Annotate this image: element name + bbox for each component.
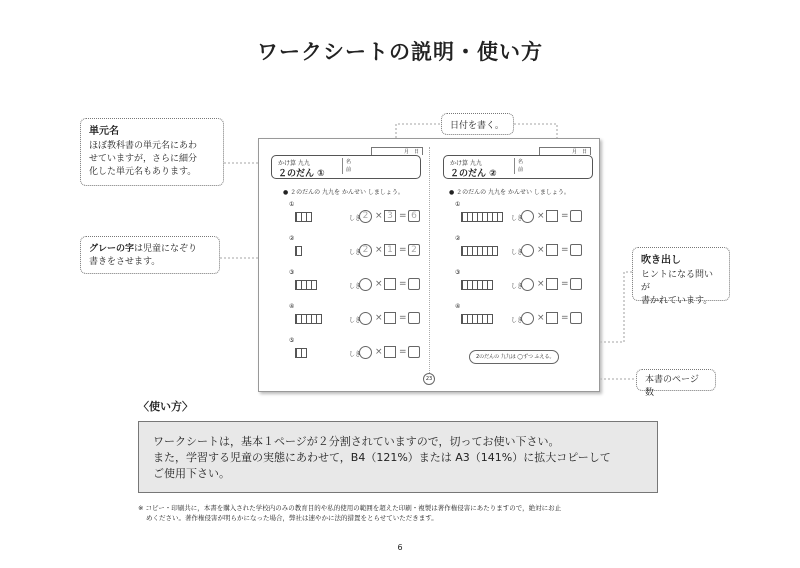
array-grid	[461, 212, 503, 222]
multiplier-box	[546, 210, 558, 222]
times-sign: ×	[375, 279, 383, 289]
usage-heading: 〈使い方〉	[138, 400, 193, 413]
copyright-note-line-1: ※ コピー・印刷共に，本書を購入された学校内のみの教育目的や私的使用の範囲を超えた印刷・複製は著作権侵害にあたりますので，絶対にお止	[138, 504, 562, 512]
array-grid	[461, 280, 493, 290]
shiki-label: しき	[511, 283, 524, 290]
worksheet-left-row-1	[289, 201, 439, 231]
row-number: ③	[289, 269, 295, 276]
times-sign: ×	[375, 211, 383, 221]
worksheet-left-title: ２のだん ①	[278, 169, 325, 179]
array-grid	[295, 348, 307, 358]
shiki-label: しき	[511, 215, 524, 222]
multiplier-box: 3	[384, 210, 396, 222]
array-grid	[461, 246, 498, 256]
row-number: ③	[455, 269, 461, 276]
worksheet-right-title: ２のだん ②	[450, 169, 497, 179]
shiki-label: しき	[349, 215, 362, 222]
worksheet-left-header	[271, 155, 421, 179]
worksheet-left-row-2	[289, 235, 439, 265]
shiki-label: しき	[511, 317, 524, 324]
times-sign: ×	[537, 313, 545, 323]
times-sign: ×	[537, 279, 545, 289]
worksheet-right-datebox: 月 日	[539, 147, 591, 155]
shiki-label: しき	[349, 317, 362, 324]
answer-box	[570, 210, 582, 222]
multiplier-box	[546, 244, 558, 256]
row-number: ①	[289, 201, 295, 208]
multiplier-box	[546, 312, 558, 324]
worksheet-right-row-4	[455, 303, 605, 333]
name-label: 名	[346, 159, 352, 165]
callout-unit-name-heading: 単元名	[89, 126, 119, 137]
shiki-label: しき	[511, 249, 524, 256]
shiki-label: しき	[349, 249, 362, 256]
array-grid	[295, 246, 302, 256]
multiplicand-circle	[521, 210, 534, 223]
worksheet-left-row-3	[289, 269, 439, 299]
usage-box	[138, 421, 658, 493]
callout-unit-name-line-3: 化した単元名もあります。	[89, 167, 197, 177]
worksheet-left-datebox: 月 日	[371, 147, 423, 155]
worksheet-left-row-4	[289, 303, 439, 333]
usage-line-1: ワークシートは，基本１ページが２分割されていますので，切ってお使い下さい。	[153, 435, 560, 448]
worksheet-right-name-field	[514, 158, 588, 174]
equals-sign: =	[561, 279, 569, 289]
answer-box	[408, 346, 420, 358]
callout-date-label: 日付を書く。	[450, 121, 504, 131]
worksheet-right-instruction: ● ２のだんの 九九を かんせい しましょう。	[449, 189, 570, 196]
answer-box	[570, 244, 582, 256]
equals-sign: =	[561, 245, 569, 255]
times-sign: ×	[537, 211, 545, 221]
multiplicand-circle: 2	[359, 244, 372, 257]
worksheet-left-name-field	[342, 158, 416, 174]
callout-unit-name-line-2: せていますが，さらに細分	[89, 154, 198, 164]
callout-speech-bubble-heading: 吹き出し	[641, 255, 681, 266]
copyright-note-line-2: めください。著作権侵害が明らかになった場合，弊社は速やかに法的措置をとらせていただきます。	[146, 514, 438, 522]
answer-box	[570, 278, 582, 290]
row-number: ②	[455, 235, 461, 242]
multiplicand-circle	[359, 278, 372, 291]
callout-gray-letters-suffix: は児童になぞり	[134, 244, 198, 254]
multiplicand-circle	[521, 312, 534, 325]
equals-sign: =	[399, 279, 407, 289]
equals-sign: =	[399, 211, 407, 221]
multiplier-box	[546, 278, 558, 290]
worksheet-right-header	[443, 155, 593, 179]
times-sign: ×	[375, 347, 383, 357]
array-grid	[295, 212, 312, 222]
equals-sign: =	[399, 245, 407, 255]
callout-gray-letters-line-2: 書きをさせます。	[89, 257, 161, 267]
callout-speech-bubble-line-2: 書かれています。	[641, 296, 713, 306]
name-label: 名	[518, 159, 524, 165]
times-sign: ×	[537, 245, 545, 255]
row-number: ④	[289, 303, 295, 310]
equals-sign: =	[561, 313, 569, 323]
callout-speech-bubble	[632, 247, 730, 306]
callout-gray-letters	[80, 236, 220, 274]
worksheet-right-row-3	[455, 269, 605, 299]
callout-unit-name-line-1: ほぼ教科書の単元名にあわ	[89, 141, 198, 151]
multiplicand-circle: 2	[359, 210, 372, 223]
callout-unit-name	[80, 118, 224, 186]
equals-sign: =	[399, 313, 407, 323]
multiplier-box	[384, 278, 396, 290]
multiplier-box	[384, 312, 396, 324]
shiki-label: しき	[349, 351, 362, 358]
callout-page-count-label: 本書のページ数	[645, 375, 699, 398]
page-number: 6	[397, 543, 403, 552]
shiki-label: しき	[349, 283, 362, 290]
worksheet-hint-bubble: 2のだんの 九九は ◯ずつ ふえる。	[469, 350, 559, 364]
answer-box	[570, 312, 582, 324]
worksheet-left-instruction: ● ２のだんの 九九を かんせい しましょう。	[283, 189, 404, 196]
usage-line-3: ご使用下さい。	[153, 467, 230, 480]
worksheet-left-row-5	[289, 337, 439, 367]
array-grid	[295, 280, 317, 290]
equals-sign: =	[561, 211, 569, 221]
worksheet-right-row-1	[455, 201, 605, 231]
worksheet-left-subject: かけ算 九九	[278, 160, 310, 167]
multiplicand-circle	[521, 278, 534, 291]
array-grid	[461, 314, 493, 324]
callout-page-count	[636, 369, 716, 398]
multiplicand-circle	[521, 244, 534, 257]
equals-sign: =	[399, 347, 407, 357]
multiplicand-circle	[359, 312, 372, 325]
page-title: ワークシートの説明・使い方	[257, 40, 543, 64]
row-number: ②	[289, 235, 295, 242]
multiplier-box: 1	[384, 244, 396, 256]
answer-box: 2	[408, 244, 420, 256]
row-number: ①	[455, 201, 461, 208]
callout-gray-letters-heading: グレーの字	[89, 244, 135, 254]
name-label: 前	[346, 167, 352, 173]
row-number: ⑤	[289, 337, 295, 344]
multiplier-box	[384, 346, 396, 358]
times-sign: ×	[375, 245, 383, 255]
worksheet-right-subject: かけ算 九九	[450, 160, 482, 167]
worksheet-preview	[258, 138, 600, 392]
answer-box	[408, 312, 420, 324]
callout-date	[441, 113, 514, 135]
multiplicand-circle	[359, 346, 372, 359]
copyright-note	[138, 503, 728, 523]
times-sign: ×	[375, 313, 383, 323]
row-number: ④	[455, 303, 461, 310]
answer-box: 6	[408, 210, 420, 222]
worksheet-right-row-2	[455, 235, 605, 265]
callout-speech-bubble-line-1: ヒントになる問いが	[641, 270, 714, 293]
answer-box	[408, 278, 420, 290]
usage-line-2: また，学習する児童の実態にあわせて，B4（121%）または A3（141%）に拡大コピーして	[153, 451, 611, 464]
array-grid	[295, 314, 322, 324]
worksheet-page-number: 23	[423, 373, 435, 385]
name-label: 前	[518, 167, 524, 173]
